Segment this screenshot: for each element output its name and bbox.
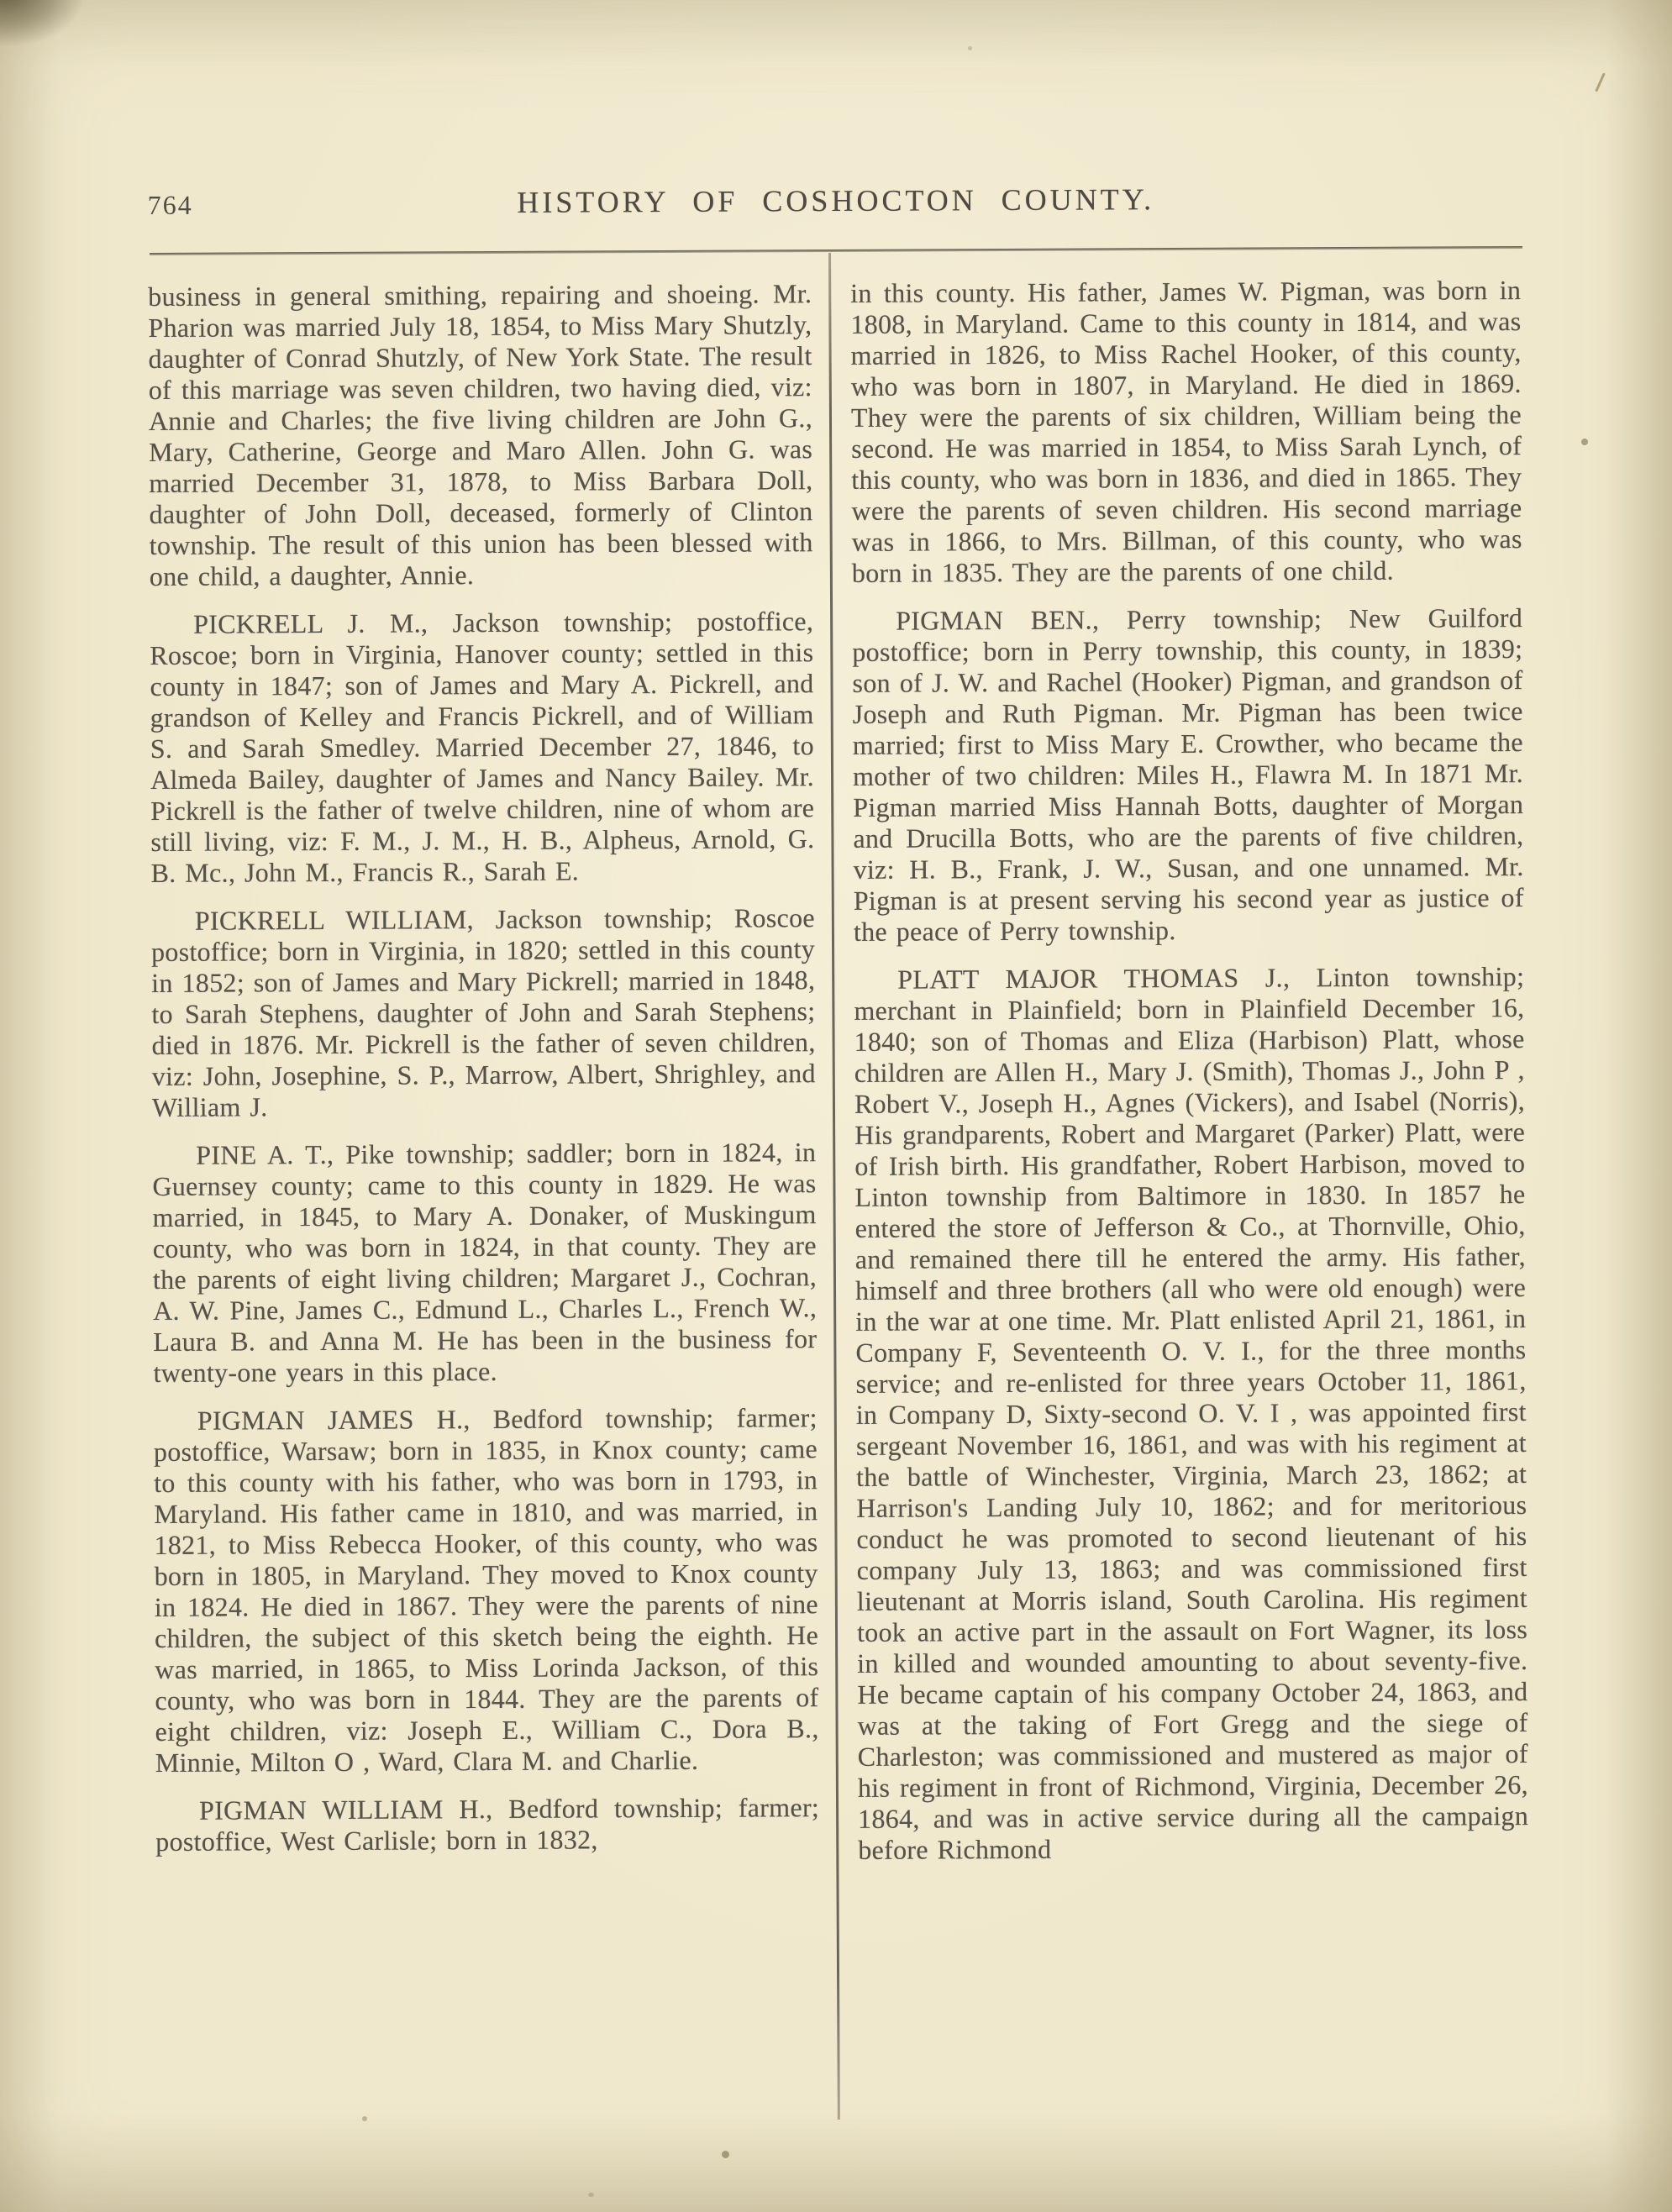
entry-pigman-william-h: PIGMAN WILLIAM H., Bedford township; farmer; postoffice, West Carlisle; born in 1832, — [155, 1792, 820, 1857]
scan-speck — [722, 2151, 729, 2158]
entry-pickrell-william: PICKRELL WILLIAM, Jackson township; Roscoe postoffice; born in Virginia, in 1820; settled in this county in 1852; son of James and Mary Pickrell; married in 1848, to Sarah Stephens, daughter of John and Sarah Stephens; died in 1876. Mr. Pickrell is the father of seven children, viz: John, Josephine, S. P., Marrow, Albert, Shrighley, and William J. — [150, 902, 816, 1122]
entry-pigman-ben: PIGMAN BEN., Perry township; New Guilford postoffice; born in Perry township, this county, in 1839; son of J. W. and Rachel (Hooker) Pigman, and grandson of Joseph and Ruth Pigman. Mr. Pigman has been twice married; first to Miss Mary E. Crowther, who became the mother of two children: Miles H., Flawra M. In 1871 Mr. Pigman married Miss Hannah Botts, daughter of Morgan and Drucilla Botts, who are the parents of five children, viz: H. B., Frank, J. W., Susan, and one unnamed. Mr. Pigman is at present serving his second year as justice of the peace of Perry township. — [852, 602, 1524, 947]
scan-speck — [1581, 439, 1588, 445]
scan-speck — [362, 2116, 367, 2121]
entry-pine-a-t: PINE A. T., Pike township; saddler; born in 1824, in Guernsey county; came to this county in 1829. He was married, in 1845, to Mary A. Donaker, of Muskingum county, who was born in 1824, in that county. They are the parents of eight living children; Margaret J., Cochran, A. W. Pine, James C., Edmund L., Charles L., French W., Laura B. and Anna M. He has been in the business for twenty-one years in this place. — [152, 1137, 818, 1388]
column-divider-rule — [828, 253, 840, 2120]
scan-speck — [588, 2193, 594, 2197]
entry-pigman-james-h: PIGMAN JAMES H., Bedford township; farmer; postoffice, Warsaw; born in 1835, in Knox county; came to this county with his father, who was born in 1793, in Maryland. His father came in 1810, and was married, in 1821, to Miss Rebecca Hooker, of this county, who was born in 1805, in Maryland. They moved to Knox county in 1824. He died in 1867. They were the parents of nine children, the subject of this sketch being the eighth. He was married, in 1865, to Miss Lorinda Jackson, of this county, who was born in 1844. They are the parents of eight children, viz: Joseph E., William C., Dora B., Minnie, Milton O , Ward, Clara M. and Charlie. — [153, 1402, 819, 1778]
right-column — [850, 275, 1528, 1866]
entry-pickrell-j-m: PICKRELL J. M., Jackson township; postoffice, Roscoe; born in Virginia, Hanover county; settled in this county in 1847; son of James and Mary A. Pickrell, and grandson of Kelley and Francis Pickrell, and of William S. and Sarah Smedley. Married December 27, 1846, to Almeda Bailey, daughter of James and Nancy Bailey. Mr. Pickrell is the father of twelve children, nine of whom are still living, viz: F. M., J. M., H. B., Alpheus, Arnold, G. B. Mc., John M., Francis R., Sarah E. — [150, 606, 815, 888]
entry-platt-major-thomas: PLATT MAJOR THOMAS J., Linton township; merchant in Plainfield; born in Plainfield December 16, 1840; son of Thomas and Eliza (Harbison) Platt, whose children are Allen H., Mary J. (Smith), Thomas J., John P , Robert V., Joseph H., Agnes (Vickers), and Isabel (Norris), His grandparents, Robert and Margaret (Parker) Platt, were of Irish birth. His grandfather, Robert Harbison, moved to Linton township from Baltimore in 1830. In 1857 he entered the store of Jefferson & Co., at Thornville, Ohio, and remained there till he entered the army. His father, himself and three brothers (all who were old enough) were in the war at one time. Mr. Platt enlisted April 21, 1861, in Company F, Seventeenth O. V. I., for the three months service; and re-enlisted for three years October 11, 1861, in Company D, Sixty-second O. V. I , was appointed first sergeant November 16, 1861, and was with his regiment at the battle of Winchester, Virginia, March 23, 1862; at Harrison's Landing July 10, 1862; and for meritorious conduct he was promoted to second lieutenant of his company July 13, 1863; and was commissioned first lieutenant at Morris island, South Carolina. His regiment took an active part in the assault on Fort Wagner, its loss in killed and wounded amounting to about seventy-five. He became captain of his company October 24, 1863, and was at the taking of Fort Gregg and the siege of Charleston; was commissioned and mustered as major of his regiment in front of Richmond, Virginia, December 26, 1864, and was in active service during all the campaign before Richmond — [854, 961, 1529, 1865]
paragraph-continuation: business in general smithing, repairing and shoeing. Mr. Pharion was married July 18, 1854, to Miss Mary Shutzly, daughter of Conrad Shutzly, of New York State. The result of this marriage was seven children, two having died, viz: Annie and Charles; the five living children are John G., Mary, Catherine, George and Maro Allen. John G. was married December 31, 1878, to Miss Barbara Doll, daughter of John Doll, deceased, formerly of Clinton township. The result of this union has been blessed with one child, a daughter, Annie. — [148, 278, 813, 591]
header-rule — [150, 246, 1522, 255]
scan-corner-smudge — [0, 0, 84, 54]
left-column — [148, 278, 819, 1857]
paragraph-continuation: in this county. His father, James W. Pigman, was born in 1808, in Maryland. Came to this county in 1814, and was married in 1826, to Miss Rachel Hooker, of this county, who was born in 1807, in Maryland. He died in 1869. They were the parents of six children, William being the second. He was married in 1854, to Miss Sarah Lynch, of this county, who was born in 1836, and died in 1865. They were the parents of seven children. His second marriage was in 1866, to Mrs. Billman, of this county, who was born in 1835. They are the parents of one child. — [850, 275, 1522, 588]
page-header-title: HISTORY OF COSHOCTON COUNTY. — [517, 182, 1155, 219]
page-number: 764 — [147, 189, 193, 221]
scan-speck — [968, 46, 972, 50]
